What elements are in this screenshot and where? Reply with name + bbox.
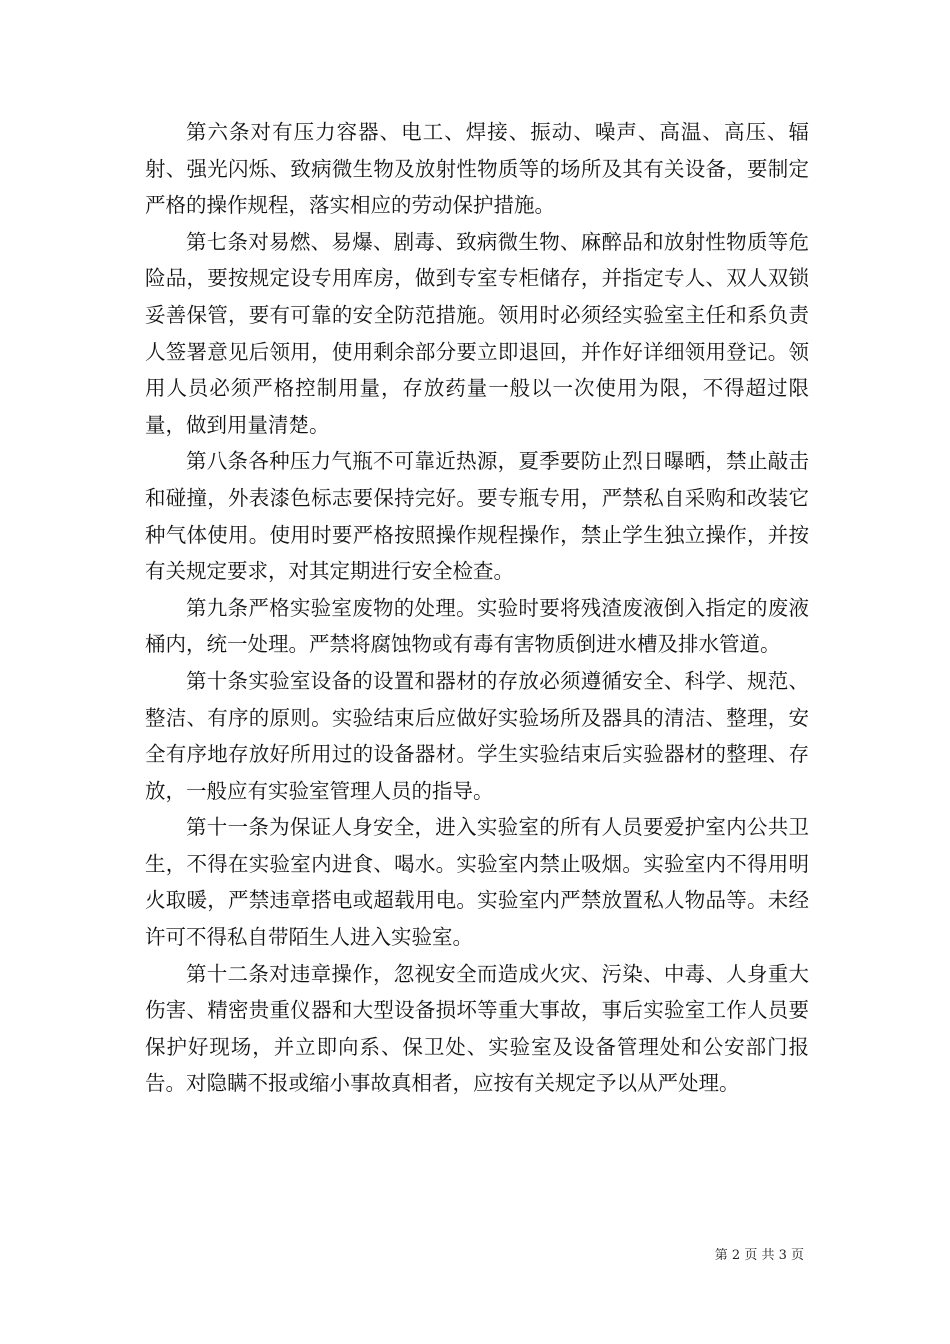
- article-11-paragraph: 第十一条为保证人身安全，进入实验室的所有人员要爱护室内公共卫生，不得在实验室内进食、喝水。实验室内禁止吸烟。实验室内不得用明火取暖，严禁违章搭电或超载用电。实验室内严禁放置私人物品等。未经许可不得私自带陌生人进入实验室。: [145, 815, 809, 950]
- article-6-paragraph: 第六条对有压力容器、电工、焊接、振动、噪声、高温、高压、辐射、强光闪烁、致病微生物及放射性物质等的场所及其有关设备，要制定严格的操作规程，落实相应的劳动保护措施。: [145, 120, 809, 218]
- article-12-paragraph: 第十二条对违章操作，忽视安全而造成火灾、污染、中毒、人身重大伤害、精密贵重仪器和大型设备损坏等重大事故，事后实验室工作人员要保护好现场，并立即向系、保卫处、实验室及设备管理处和公安部门报告。对隐瞒不报或缩小事故真相者，应按有关规定予以从严处理。: [145, 961, 809, 1096]
- page-number-footer: 第 2 页 共 3 页: [714, 1248, 804, 1263]
- article-7-paragraph: 第七条对易燃、易爆、剧毒、致病微生物、麻醉品和放射性物质等危险品，要按规定设专用库房，做到专室专柜储存，并指定专人、双人双锁妥善保管，要有可靠的安全防范措施。领用时必须经实验室主任和系负责人签署意见后领用，使用剩余部分要立即退回，并作好详细领用登记。领用人员必须严格控制用量，存放药量一般以一次使用为限，不得超过限量，做到用量清楚。: [145, 229, 809, 437]
- article-9-paragraph: 第九条严格实验室废物的处理。实验时要将残渣废液倒入指定的废液桶内，统一处理。严禁将腐蚀物或有毒有害物质倒进水槽及排水管道。: [145, 595, 809, 657]
- document-body: [145, 114, 809, 1102]
- article-10-paragraph: 第十条实验室设备的设置和器材的存放必须遵循安全、科学、规范、整洁、有序的原则。实验结束后应做好实验场所及器具的清洁、整理，安全有序地存放好所用过的设备器材。学生实验结束后实验器材的整理、存放，一般应有实验室管理人员的指导。: [145, 668, 809, 803]
- article-8-paragraph: 第八条各种压力气瓶不可靠近热源，夏季要防止烈日曝晒，禁止敲击和碰撞，外表漆色标志要保持完好。要专瓶专用，严禁私自采购和改装它种气体使用。使用时要严格按照操作规程操作，禁止学生独立操作，并按有关规定要求，对其定期进行安全检查。: [145, 449, 809, 584]
